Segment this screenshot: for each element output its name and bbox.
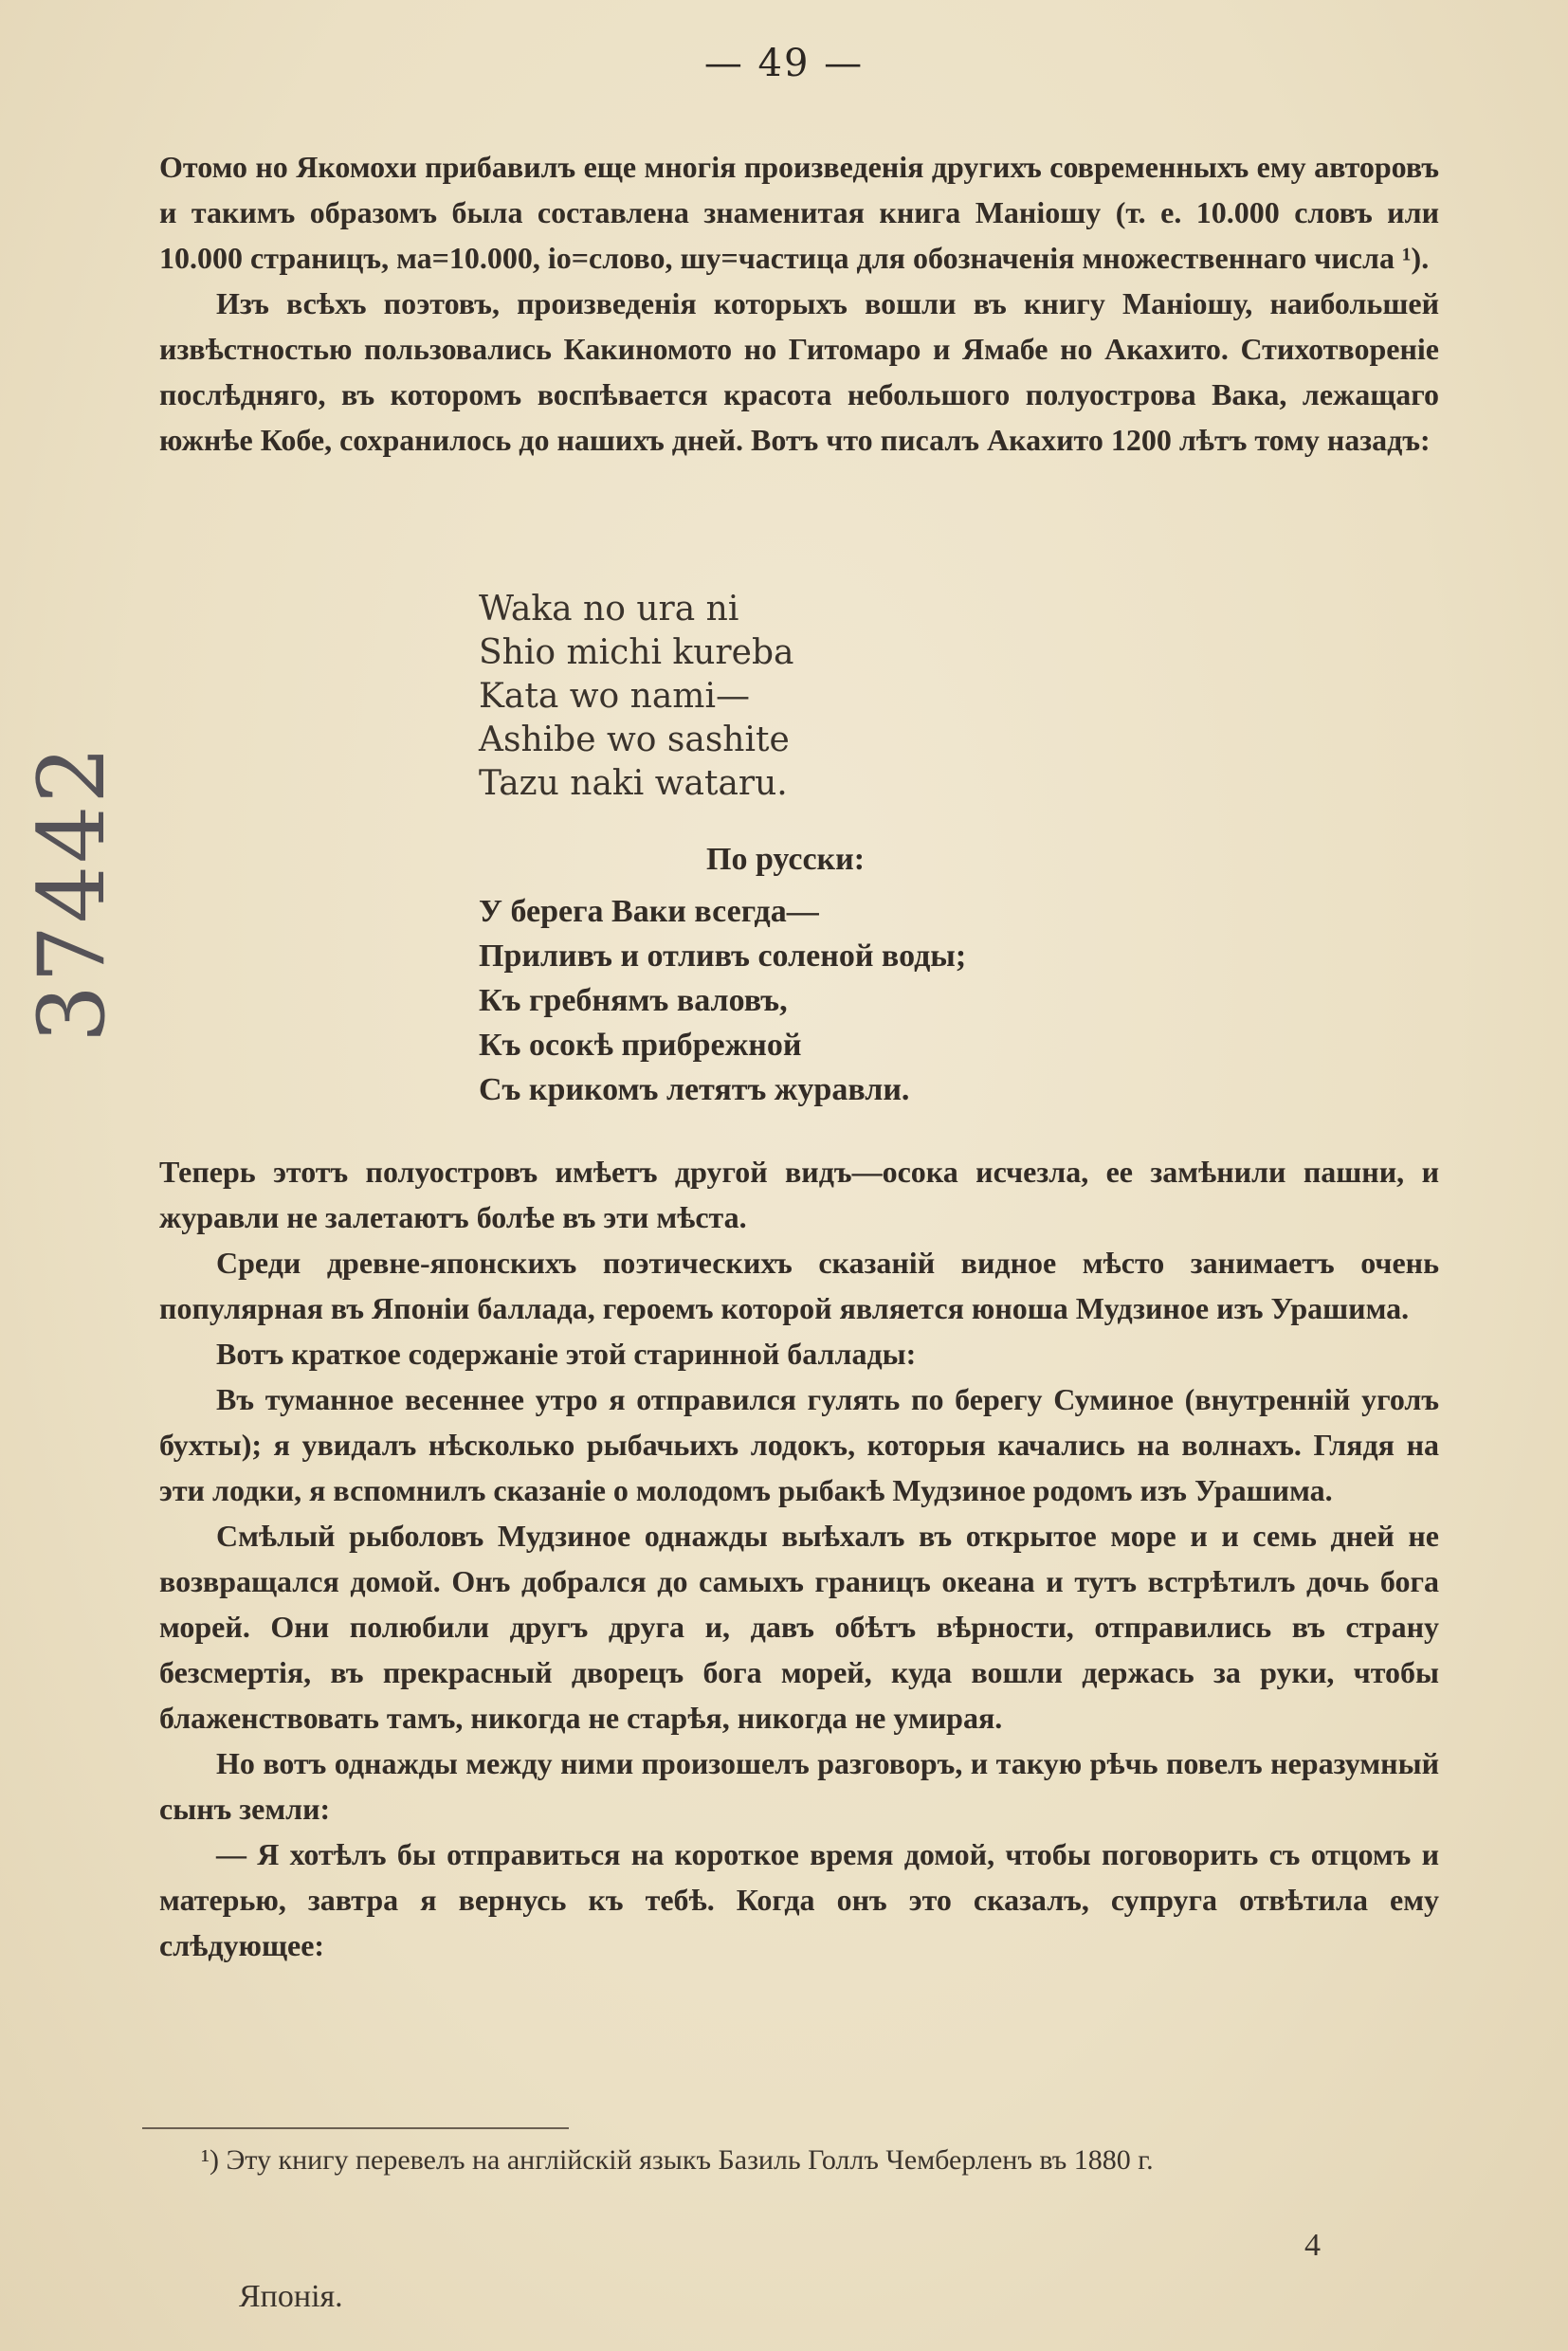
footnote: ¹) Эту книгу перевелъ на англійскій языкъ Базиль Голлъ Чемберленъ въ 1880 г. bbox=[201, 2144, 1154, 2176]
verse-line: Tazu naki wataru. bbox=[479, 764, 788, 803]
text-block-bottom bbox=[159, 1149, 1439, 1968]
verse-line: Waka no ura ni bbox=[479, 590, 739, 629]
printer-signature: 4 bbox=[1304, 2228, 1321, 2263]
paragraph: Но вотъ однажды между ними произошелъ разговоръ, и такую рѣчь повелъ неразумный сынъ земли: bbox=[159, 1746, 1439, 1826]
verse-translation-title: По русски: bbox=[706, 842, 866, 877]
paragraph: — Я хотѣлъ бы отправиться на короткое время домой, чтобы поговорить съ отцомъ и матерью, завтра я вернусь къ тебѣ. Когда онъ это сказалъ, супруга отвѣтила ему слѣдующее: bbox=[159, 1837, 1439, 1962]
paragraph: Смѣлый рыболовъ Мудзиное однажды выѣхалъ въ открытое море и и семь дней не возвращался домой. Онъ добрался до самыхъ границъ океана и тутъ встрѣтилъ дочь бога морей. Они полюбили другъ друга и, давъ обѣтъ вѣрности, отправились въ страну безсмертія, въ прекрасный дворецъ бога морей, куда вошли держась за руки, чтобы блаженствовать тамъ, никогда не старѣя, никогда не умирая. bbox=[159, 1519, 1439, 1735]
verse-line: Съ крикомъ летятъ журавли. bbox=[479, 1072, 910, 1107]
verse-line: Къ осокѣ прибрежной bbox=[479, 1028, 802, 1063]
verse-russian bbox=[479, 889, 966, 1112]
paragraph: Отомо но Якомохи прибавилъ еще многія произведенія другихъ современныхъ ему авторовъ и такимъ образомъ была составлена знаменитая книга Маніошу (т. е. 10.000 словъ или 10.000 страницъ, ма=10.000, іо=слово, шу=частица для обозначенія множественнаго числа ¹). bbox=[159, 150, 1439, 275]
paragraph: Въ туманное весеннее утро я отправился гулять по берегу Суминое (внутренній уголъ бухты); я увидалъ нѣсколько рыбачьихъ лодокъ, которыя качались на волнахъ. Глядя на эти лодки, я вспомнилъ сказаніе о молодомъ рыбакѣ Мудзиное родомъ изъ Урашима. bbox=[159, 1382, 1439, 1507]
page-number-header: — 49 — bbox=[703, 42, 865, 85]
footnote-divider bbox=[142, 2127, 569, 2129]
text-block-top bbox=[159, 144, 1439, 463]
handwritten-margin-note: 37442 bbox=[19, 743, 125, 1043]
paragraph: Теперь этотъ полуостровъ имѣетъ другой видъ—осока исчезла, ее замѣнили пашни, и журавли не залетаютъ болѣе въ эти мѣста. bbox=[159, 1155, 1439, 1234]
verse-line: Shio michi kureba bbox=[479, 633, 794, 672]
verse-line: Къ гребнямъ валовъ, bbox=[479, 983, 788, 1018]
paragraph: Изъ всѣхъ поэтовъ, произведенія которыхъ вошли въ книгу Маніошу, наибольшей извѣстностью пользовались Какиномото но Гитомаро и Ямабе но Акахито. Стихотвореніе послѣдняго, въ которомъ воспѣвается красота небольшого полуострова Вака, лежащаго южнѣе Кобе, сохранилось до нашихъ дней. Вотъ что писалъ Акахито 1200 лѣтъ тому назадъ: bbox=[159, 286, 1439, 457]
signature-label: Японія. bbox=[239, 2279, 343, 2314]
verse-line: Kata wo nami— bbox=[479, 677, 750, 716]
verse-line: У берега Ваки всегда— bbox=[479, 894, 819, 929]
verse-romaji bbox=[479, 588, 793, 806]
verse-line: Приливъ и отливъ соленой воды; bbox=[479, 939, 967, 974]
paragraph: Среди древне-японскихъ поэтическихъ сказаній видное мѣсто занимаетъ очень популярная въ Японіи баллада, героемъ которой является юноша Мудзиное изъ Урашима. bbox=[159, 1246, 1439, 1325]
paragraph: Вотъ краткое содержаніе этой старинной баллады: bbox=[216, 1337, 917, 1371]
verse-line: Ashibe wo sashite bbox=[479, 720, 790, 759]
